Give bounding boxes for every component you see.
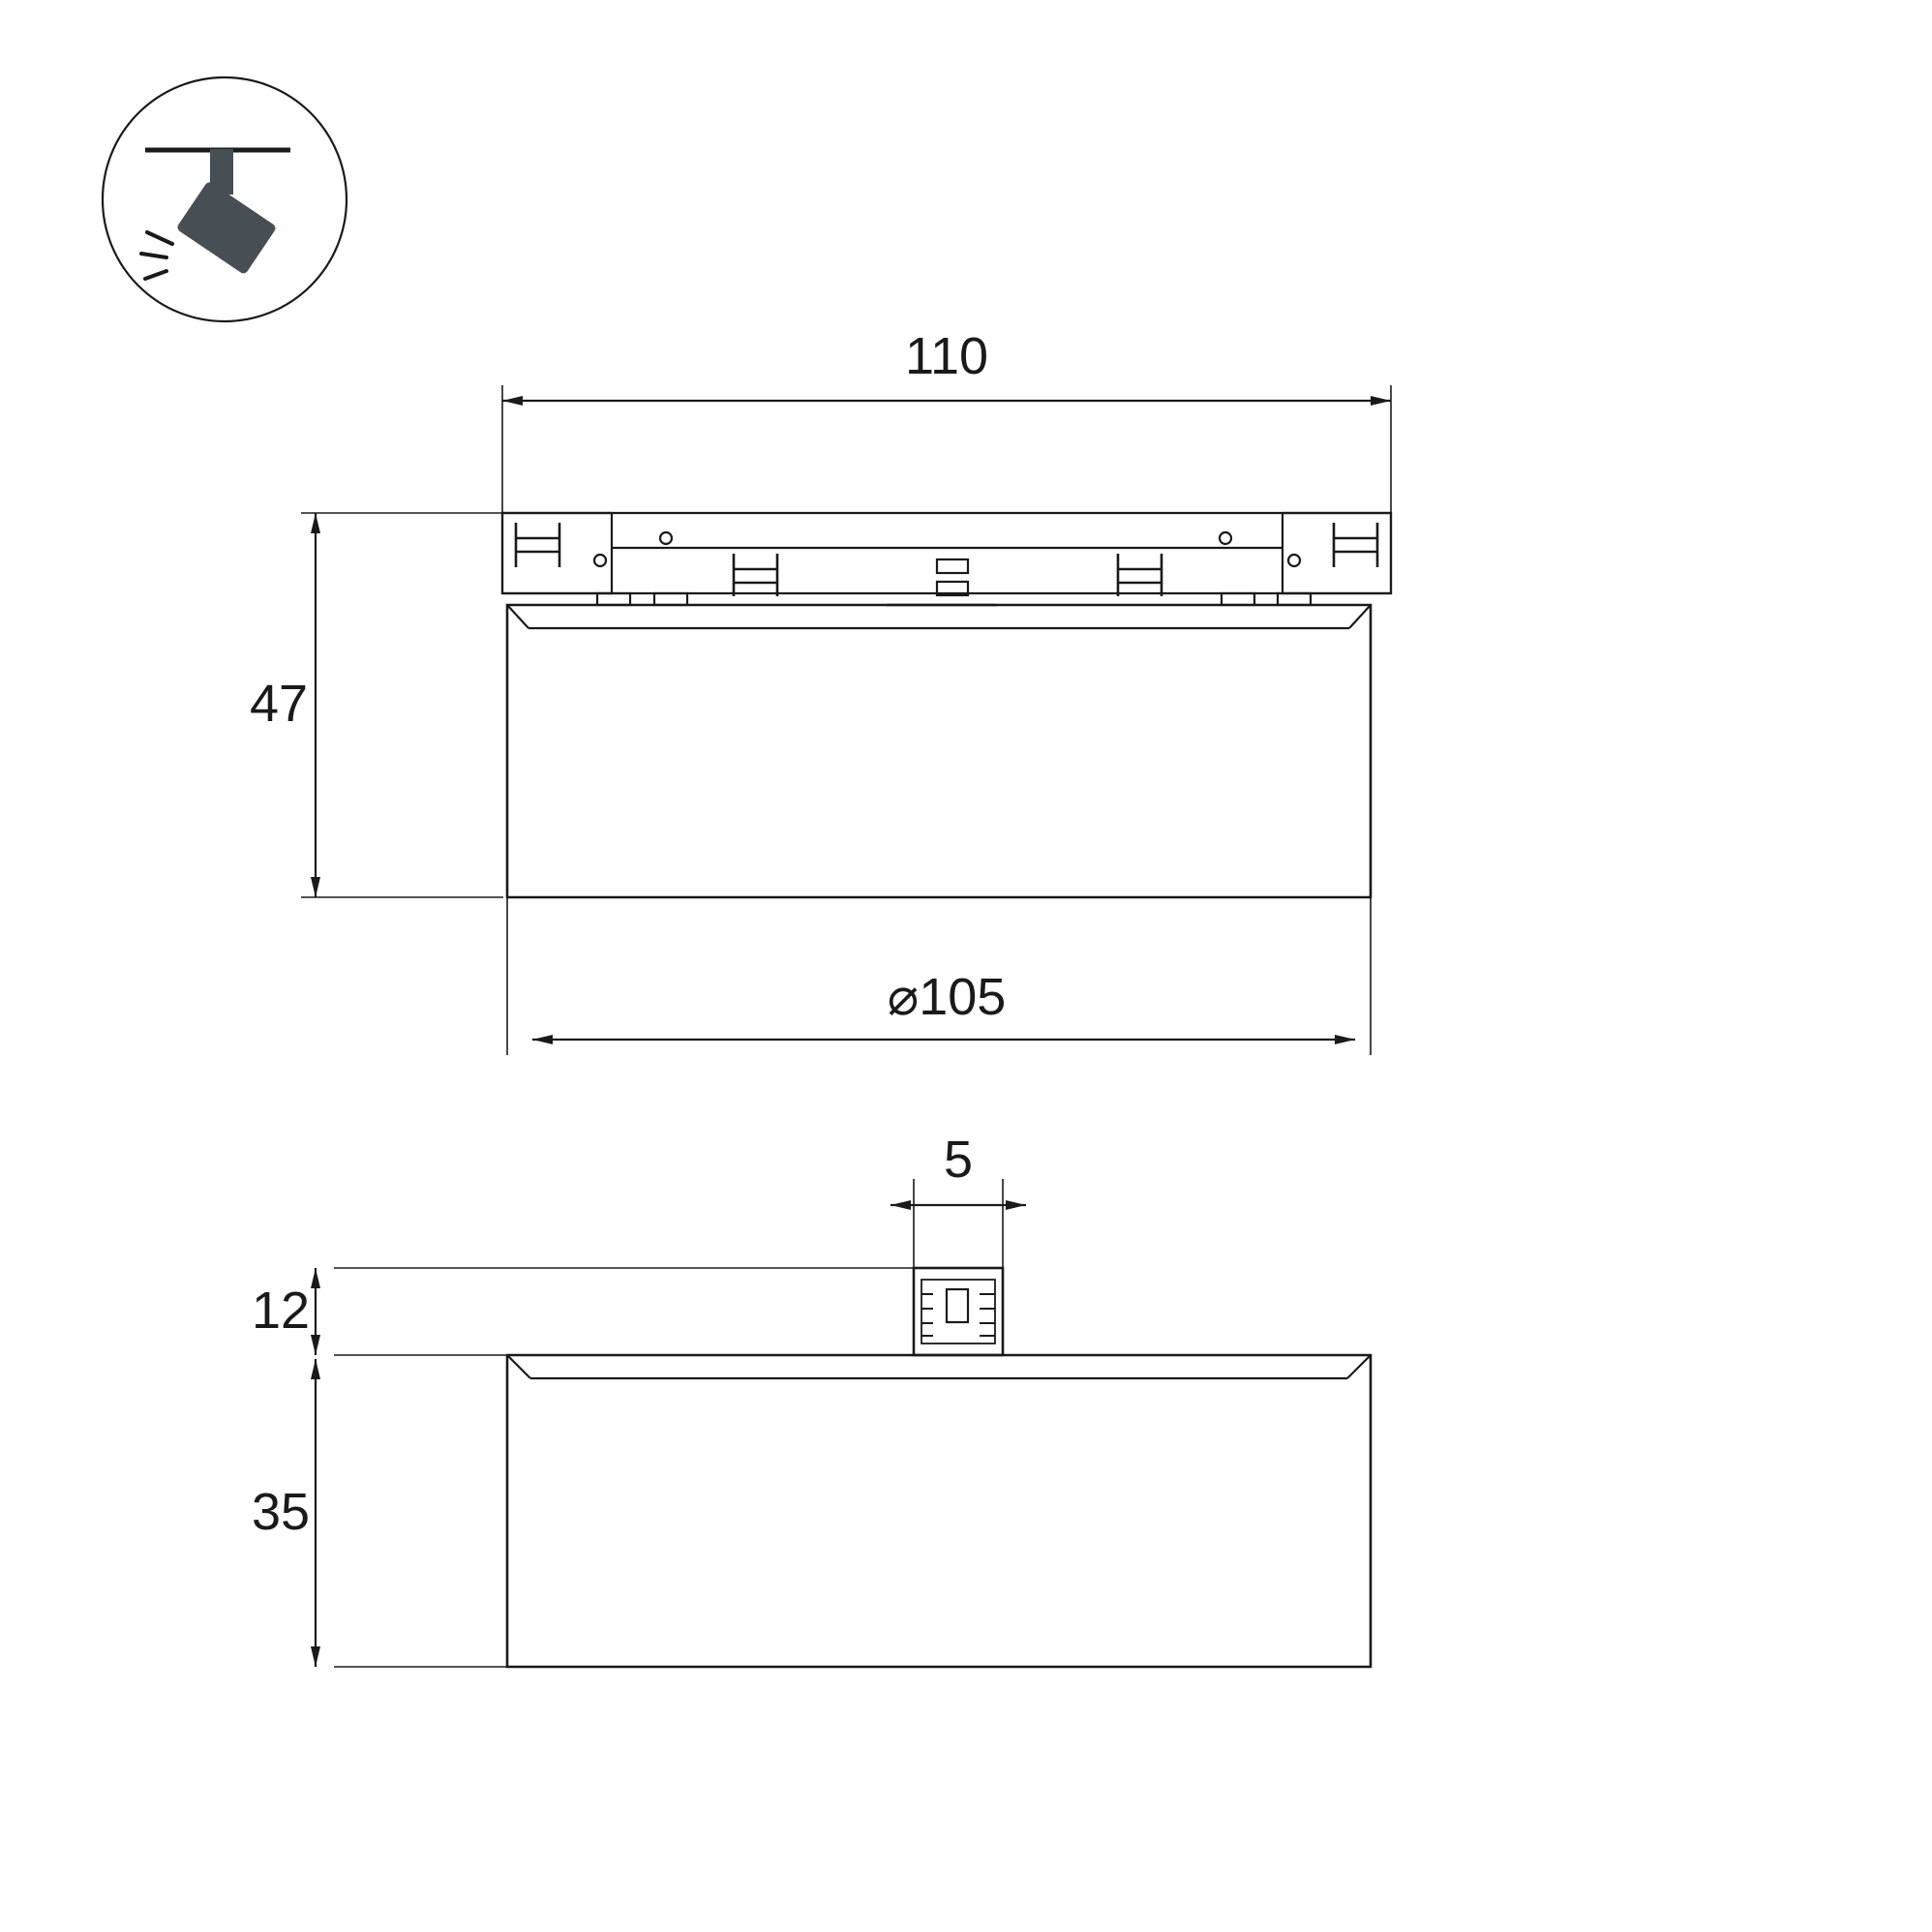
- adapter-front: [914, 1268, 1003, 1355]
- screw-right: [1288, 555, 1300, 566]
- center-slot-upper: [937, 559, 968, 573]
- dimension-label-110: 110: [904, 327, 989, 385]
- dimension-label-47: 47: [249, 675, 309, 733]
- luminaire-body-side: [507, 605, 1371, 897]
- front-view-geometry: [316, 1179, 1371, 1667]
- contact-left: [516, 523, 559, 567]
- side-view-geometry: [301, 385, 1391, 1055]
- screw-right-upper: [1220, 532, 1231, 544]
- dimension-label-105: ⌀105: [887, 968, 1007, 1026]
- screw-left-upper: [660, 532, 672, 544]
- luminaire-body-front: [507, 1355, 1371, 1667]
- contact-right: [1334, 523, 1377, 567]
- contact-mid-right: [1118, 554, 1162, 596]
- dimension-label-35: 35: [251, 1483, 311, 1541]
- dimension-label-5: 5: [943, 1131, 974, 1189]
- dimension-label-12: 12: [251, 1282, 311, 1340]
- screw-left: [594, 555, 606, 566]
- contact-mid-left: [734, 554, 777, 596]
- track-spotlight-icon: [103, 77, 347, 321]
